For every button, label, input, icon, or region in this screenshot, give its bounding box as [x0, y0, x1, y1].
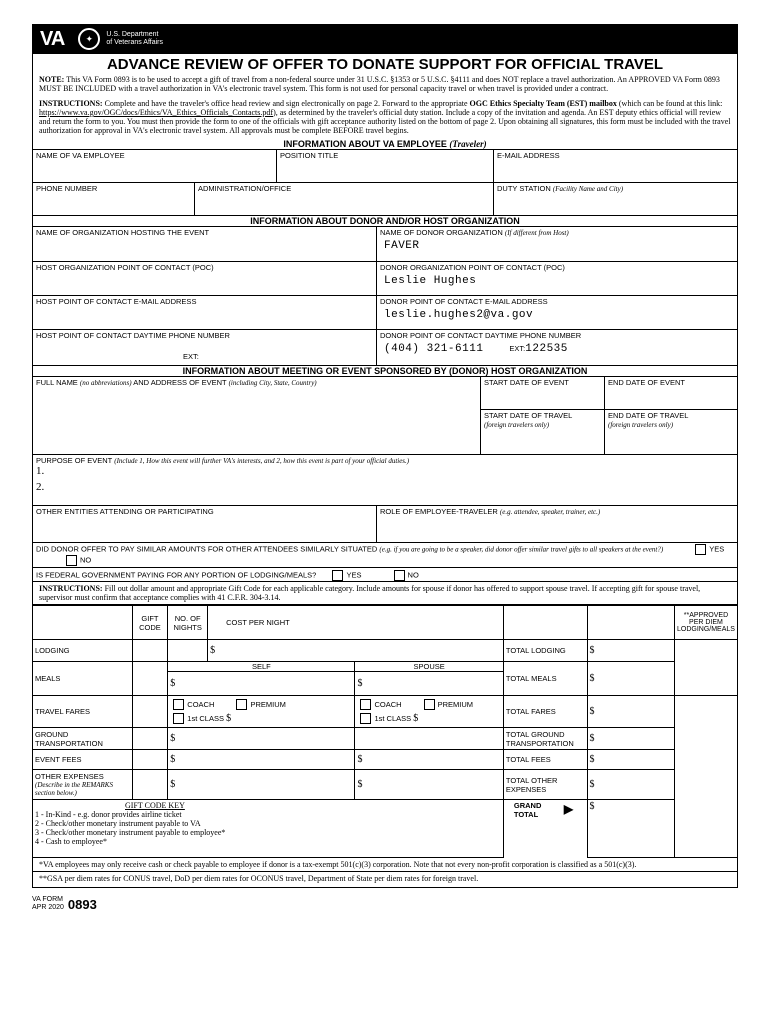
approved-per-diem-header: **APPROVED PER DIEM LODGING/MEALS — [674, 606, 737, 640]
fees-spouse[interactable]: $ — [355, 750, 503, 770]
end-date-travel-field[interactable]: END DATE OF TRAVEL (foreign travelers only) — [608, 411, 689, 429]
gift-code-key — [33, 800, 503, 858]
grand-total-value[interactable]: $ — [587, 800, 674, 858]
purpose-item-1: 1. — [36, 465, 45, 477]
ground-label: GROUND TRANSPORTATION — [33, 728, 132, 750]
event-section-heading: INFORMATION ABOUT MEETING OR EVENT SPONSORED BY (DONOR) HOST ORGANIZATION — [33, 366, 737, 377]
purpose-item-2: 2. — [36, 481, 45, 493]
donor-row-2 — [33, 262, 737, 296]
purpose-field[interactable]: PURPOSE OF EVENT (Include 1, How this event will further VA's interests, and 2, how this event is part of your official duties.) 1. 2. — [33, 455, 737, 506]
other-spouse[interactable]: $ — [355, 770, 503, 800]
donor-row-4 — [33, 330, 737, 366]
footnote-single-star: *VA employees may only receive cash or check payable to employee if donor is a tax-exempt 501(c)(3) corporation. Note that not every non-profit corporation is classified as a 501(c)(3). — [33, 858, 737, 872]
total-lodging-value[interactable]: $ — [587, 640, 674, 662]
form-title: ADVANCE REVIEW OF OFFER TO DONATE SUPPORT FOR OFFICIAL TRAVEL — [32, 54, 738, 74]
gift-key-title: GIFT CODE KEY — [125, 801, 185, 810]
total-meals-value[interactable]: $ — [587, 662, 674, 696]
employee-phone-field[interactable]: PHONE NUMBER — [33, 183, 195, 215]
donor-row-1 — [33, 227, 737, 262]
total-fees-value[interactable]: $ — [587, 750, 674, 770]
other-expenses-label: OTHER EXPENSES (Describe in the REMARKS section below.) — [33, 770, 132, 800]
ground-self[interactable]: $ — [168, 728, 355, 750]
other-entities-field[interactable]: OTHER ENTITIES ATTENDING OR PARTICIPATING — [33, 506, 377, 542]
spouse-coach-checkbox[interactable] — [360, 699, 371, 710]
donor-row-3 — [33, 296, 737, 330]
event-fees-label: EVENT FEES — [33, 750, 132, 770]
employee-name-field[interactable]: NAME OF VA EMPLOYEE — [33, 150, 277, 182]
host-poc-field[interactable]: HOST ORGANIZATION POINT OF CONTACT (POC) — [33, 262, 377, 295]
meals-spouse[interactable]: $ — [357, 678, 363, 689]
similar-yes-checkbox[interactable] — [695, 544, 706, 555]
donor-org-value: FAVER — [384, 240, 420, 252]
lodging-cost[interactable]: $ — [208, 640, 504, 662]
total-fees-label: TOTAL FEES — [503, 750, 587, 770]
grand-total-label: GRAND TOTAL ▶ — [513, 801, 574, 819]
va-seal-icon: ✦ — [78, 28, 100, 50]
similar-no-checkbox[interactable] — [66, 555, 77, 566]
self-first-class-checkbox[interactable] — [173, 713, 184, 724]
employee-row-1 — [33, 150, 737, 183]
donor-phone-value: (404) 321-6111 — [384, 343, 484, 355]
donor-poc-value: Leslie Hughes — [384, 275, 477, 287]
spouse-first-class-checkbox[interactable] — [360, 713, 371, 724]
form-page — [32, 24, 738, 912]
note-text: This VA Form 0893 is to be used to accept a gift of travel from a non-federal source under 31 U.S.C. §1353 or 5 U.S.C. §4111 and does NOT replace a travel authorization. An APPROVED VA Form 0893 MUST BE INCLUDED with a travel authorization in VA's electronic travel system. This form is not used for personal capacity travel or when travel is provided under a contract. — [39, 75, 720, 93]
donor-email-field[interactable]: DONOR POINT OF CONTACT E-MAIL ADDRESS leslie.hughes2@va.gov — [377, 296, 737, 329]
self-coach-checkbox[interactable] — [173, 699, 184, 710]
fees-gift-code[interactable] — [132, 750, 168, 770]
meals-self[interactable]: $ — [170, 678, 176, 689]
ethics-contacts-link[interactable]: https://www.va.gov/OGC/docs/Ethics/VA_Ethics_Officials_Contacts.pdf — [39, 108, 274, 117]
position-title-field[interactable]: POSITION TITLE — [277, 150, 494, 182]
spouse-premium-checkbox[interactable] — [424, 699, 435, 710]
fares-gift-code[interactable] — [132, 696, 168, 728]
meals-gift-code[interactable] — [132, 662, 168, 696]
donor-ext-label: EXT: — [509, 344, 526, 353]
lodging-nights[interactable] — [168, 640, 208, 662]
role-field[interactable]: ROLE OF EMPLOYEE-TRAVELER (e.g. attendee, speaker, trainer, etc.) — [380, 507, 601, 516]
federal-no-checkbox[interactable] — [394, 570, 405, 581]
host-ext-label: EXT: — [183, 352, 199, 361]
gift-key-item: 1 - In-Kind - e.g. donor provides airline ticket — [35, 810, 182, 819]
instructions-block: INSTRUCTIONS: Complete and have the traveler's office head review and sign electronically on page 2. Forward to the appropriate OGC Ethics Specialty Team (EST) mailbox (which can be found at this link: https://www.va.gov/OGC/docs/Ethics/VA_Ethics_Officials_Contacts.pdf), as determined by the traveler's official duty station. Include a copy of the invitation and agenda. An EST deputy ethics official will review and return the form to you. You must then provide the form to one of the officials with gift acceptance authority listed on the bottom of page 2. Upon obtaining all signatures, this form must be included with the travel authorization for approval in VA's electronic travel system. All approvals must be complete BEFORE travel begins. — [39, 99, 731, 135]
gift-key-item: 3 - Check/other monetary instrument payable to employee* — [35, 828, 226, 837]
nights-header: NO. OF NIGHTS — [168, 606, 208, 640]
other-gift-code[interactable] — [132, 770, 168, 800]
ground-spouse[interactable] — [355, 728, 503, 750]
spouse-header: SPOUSE — [355, 662, 502, 672]
event-row-1 — [33, 377, 737, 455]
travel-fares-label: TRAVEL FARES — [33, 696, 132, 728]
arrow-right-icon: ▶ — [563, 802, 574, 816]
cost-per-night-header: COST PER NIGHT — [208, 606, 504, 640]
footer-form-label: VA FORM — [32, 896, 63, 903]
gift-key-item: 2 - Check/other monetary instrument payable to VA — [35, 819, 201, 828]
host-email-field[interactable]: HOST POINT OF CONTACT E-MAIL ADDRESS — [33, 296, 377, 329]
gift-key-item: 4 - Cash to employee* — [35, 837, 107, 846]
admin-office-field[interactable]: ADMINISTRATION/OFFICE — [195, 183, 494, 215]
form-footer — [32, 896, 738, 912]
total-fares-label: TOTAL FARES — [503, 696, 587, 728]
end-date-event-field[interactable]: END DATE OF EVENT — [608, 378, 685, 387]
total-meals-label: TOTAL MEALS — [503, 662, 587, 696]
fees-self[interactable]: $ — [168, 750, 355, 770]
start-date-event-field[interactable]: START DATE OF EVENT — [481, 377, 605, 409]
note-block: NOTE: This VA Form 0893 is to be used to accept a gift of travel from a non-federal source under 31 U.S.C. §1353 or 5 U.S.C. §4111 and does NOT replace a travel authorization. An APPROVED VA Form 0893 MUST BE INCLUDED with a travel authorization in VA's electronic travel system. This form is not used for personal capacity travel or when travel is provided under a contract. — [39, 75, 720, 93]
similar-amounts-row: DID DONOR OFFER TO PAY SIMILAR AMOUNTS FOR OTHER ATTENDEES SIMILARLY SITUATED (e.g. if you are going to be a speaker, did donor offer similar travel gifts to all speakers at the event?) YES NO — [33, 543, 737, 568]
ground-gift-code[interactable] — [132, 728, 168, 750]
federal-paying-row: IS FEDERAL GOVERNMENT PAYING FOR ANY PORTION OF LODGING/MEALS? YES NO — [33, 568, 737, 582]
expense-instructions: INSTRUCTIONS: Fill out dollar amount and appropriate Gift Code for each applicable category. Include amounts for spouse if donor has offered to support spouse travel. If accepting gift for spouse travel, supervisor must confirm that acceptance complies with 41 C.F.R. 304-3.14. — [33, 582, 737, 605]
total-ground-label: TOTAL GROUND TRANSPORTATION — [503, 728, 587, 750]
other-self[interactable]: $ — [168, 770, 355, 800]
employee-section-heading: INFORMATION ABOUT VA EMPLOYEE (Traveler) — [33, 139, 737, 150]
footnote-double-star: **GSA per diem rates for CONUS travel, DoD per diem rates for OCONUS travel, Department of State per diem rates for foreign travel. — [39, 874, 479, 883]
department-name: U.S. Department of Veterans Affairs — [106, 31, 163, 46]
donor-ext-value: 122535 — [525, 343, 568, 355]
footer-date: APR 2020 — [32, 904, 64, 911]
host-org-field[interactable]: NAME OF ORGANIZATION HOSTING THE EVENT — [33, 227, 377, 261]
donor-phone-field[interactable]: DONOR POINT OF CONTACT DAYTIME PHONE NUMBER (404) 321-6111 EXT: 122535 — [380, 331, 582, 355]
total-other-value[interactable]: $ — [587, 770, 674, 800]
duty-station-field[interactable]: DUTY STATION (Facility Name and City) — [497, 184, 624, 193]
expense-table: GIFT CODE NO. OF NIGHTS COST PER NIGHT **APPROVED PER DIEM LODGING/MEALS LODGING $ TOTAL LODGING $ MEALS SELF $ SPOUSE $ TOTAL MEALS $ TRAVEL FARES COACH PREMIUM 1st CLASS $ COACH PREMIUM 1st CLASS $ TOTAL FARES $ GROUND TRANSPORTATION $ TOTAL GROUND TRANSPORTATION $ EVENT FEES $ $ TOTAL FEES $ OTHER EXPENSES (Describe in the REMARKS section below.) $ $ TOTAL OTHER EXPENSES $ GIFT CODE KEY 1 - In-Kind - e.g. donor provides airline ticket 2 - Check/other monetary instrument payable to VA 3 - Check/other monetary instrument payable to employee* 4 - Cash to employee* GRAND TOTAL ▶ $ — [33, 605, 737, 858]
va-logo: VA — [40, 27, 65, 50]
donor-email-value: leslie.hughes2@va.gov — [384, 309, 534, 321]
self-premium-checkbox[interactable] — [236, 699, 247, 710]
total-other-label: TOTAL OTHER EXPENSES — [503, 770, 587, 800]
event-name-address-field[interactable]: FULL NAME (no abbreviations) AND ADDRESS OF EVENT (including City, State, Country) — [33, 377, 481, 454]
federal-yes-checkbox[interactable] — [332, 570, 343, 581]
total-lodging-label: TOTAL LODGING — [503, 640, 587, 662]
event-row-3 — [33, 506, 737, 543]
header-bar — [32, 24, 738, 54]
meals-label: MEALS — [33, 662, 132, 696]
lodging-label: LODGING — [33, 640, 132, 662]
gift-code-header: GIFT CODE — [132, 606, 168, 640]
lodging-gift-code[interactable] — [132, 640, 168, 662]
per-diem-value[interactable] — [674, 640, 737, 696]
host-phone-field[interactable]: HOST POINT OF CONTACT DAYTIME PHONE NUMBER EXT: — [33, 330, 377, 365]
employee-row-2 — [33, 183, 737, 216]
total-fares-value[interactable]: $ — [587, 696, 674, 728]
donor-org-field[interactable]: NAME OF DONOR ORGANIZATION (If different from Host) FAVER — [377, 227, 737, 261]
donor-section-heading: INFORMATION ABOUT DONOR AND/OR HOST ORGANIZATION — [33, 216, 737, 227]
total-ground-value[interactable]: $ — [587, 728, 674, 750]
donor-poc-field[interactable]: DONOR ORGANIZATION POINT OF CONTACT (POC) Leslie Hughes — [377, 262, 737, 295]
employee-email-field[interactable]: E-MAIL ADDRESS — [497, 151, 560, 160]
footer-form-number: 0893 — [67, 897, 97, 912]
self-header: SELF — [168, 662, 354, 672]
form-body — [32, 74, 738, 888]
start-date-travel-field[interactable]: START DATE OF TRAVEL (foreign travelers only) — [481, 410, 605, 454]
